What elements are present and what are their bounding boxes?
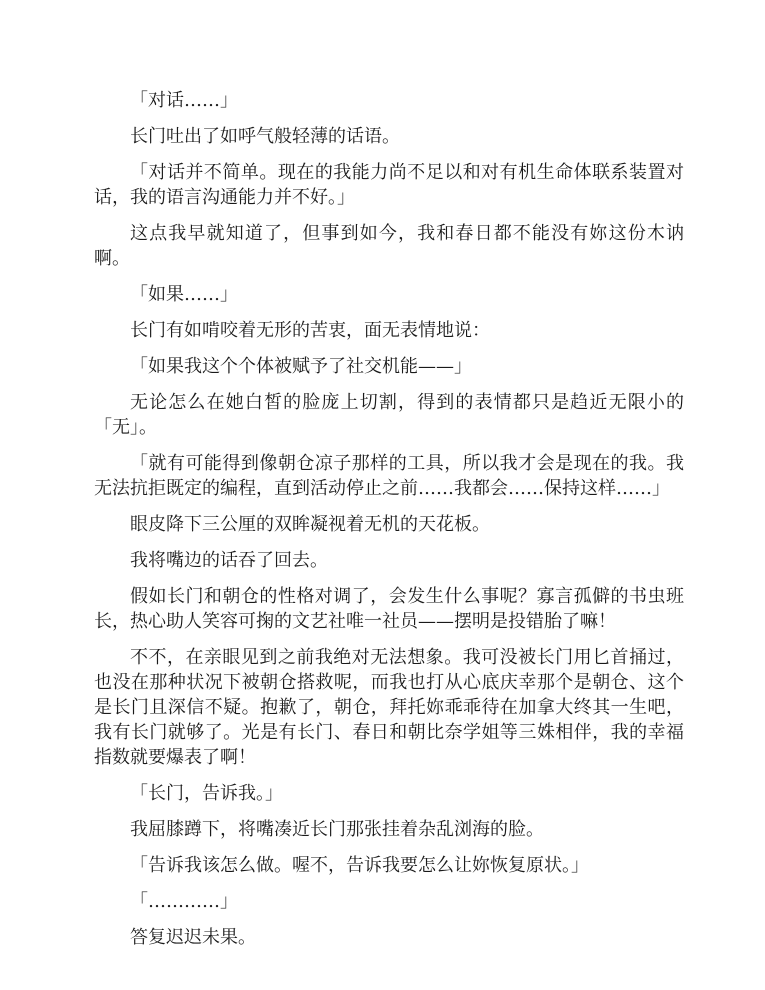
paragraph: 长门有如啃咬着无形的苦衷，面无表情地说： [130, 320, 490, 341]
paragraph: 「对话……」 [130, 90, 238, 111]
paragraph: 「告诉我该怎么做。喔不，告诉我要怎么让妳恢复原状。」 [130, 855, 589, 876]
paragraph: 「如果……」 [130, 284, 238, 305]
paragraph: 「长门，告诉我。」 [130, 783, 283, 804]
paragraph: 「如果我这个个体被赋予了社交机能——」 [130, 356, 472, 377]
paragraph: 长门吐出了如呼气般轻薄的话语。 [130, 126, 400, 147]
paragraph: 不不，在亲眼见到之前我绝对无法想象。我可没被长门用匕首捅过，也没在那种状况下被朝仓搭救呢，而我也打从心底庆幸那个是朝仓、这个是长门且深信不疑。抱歉了，朝仓，拜托妳乖乖待在加拿大终其一生吧，我有长门就够了。光是有长门、春日和朝比奈学姐等三姝相伴，我的幸福指数就要爆表了啊！ [94, 647, 684, 768]
paragraph: 答复迟迟未果。 [130, 927, 256, 948]
paragraph: 假如长门和朝仓的性格对调了，会发生什么事呢？寡言孤僻的书虫班长，热心助人笑容可掬的文艺社唯一社员——摆明是投错胎了嘛！ [94, 586, 684, 632]
paragraph: 眼皮降下三公厘的双眸凝视着无机的天花板。 [130, 514, 490, 535]
paragraph: 「…………」 [130, 891, 238, 912]
document-body [94, 88, 684, 961]
paragraph: 「对话并不简单。现在的我能力尚不足以和对有机生命体联系装置对话，我的语言沟通能力并不好。」 [94, 162, 684, 208]
paragraph: 无论怎么在她白皙的脸庞上切割，得到的表情都只是趋近无限小的「无」。 [94, 392, 684, 438]
paragraph: 这点我早就知道了，但事到如今，我和春日都不能没有妳这份木讷啊。 [94, 223, 684, 269]
paragraph: 「就有可能得到像朝仓凉子那样的工具，所以我才会是现在的我。我无法抗拒既定的编程，直到活动停止之前……我都会……保持这样……」 [94, 453, 684, 499]
paragraph: 我将嘴边的话吞了回去。 [130, 550, 328, 571]
paragraph: 我屈膝蹲下，将嘴凑近长门那张挂着杂乱浏海的脸。 [130, 819, 544, 840]
